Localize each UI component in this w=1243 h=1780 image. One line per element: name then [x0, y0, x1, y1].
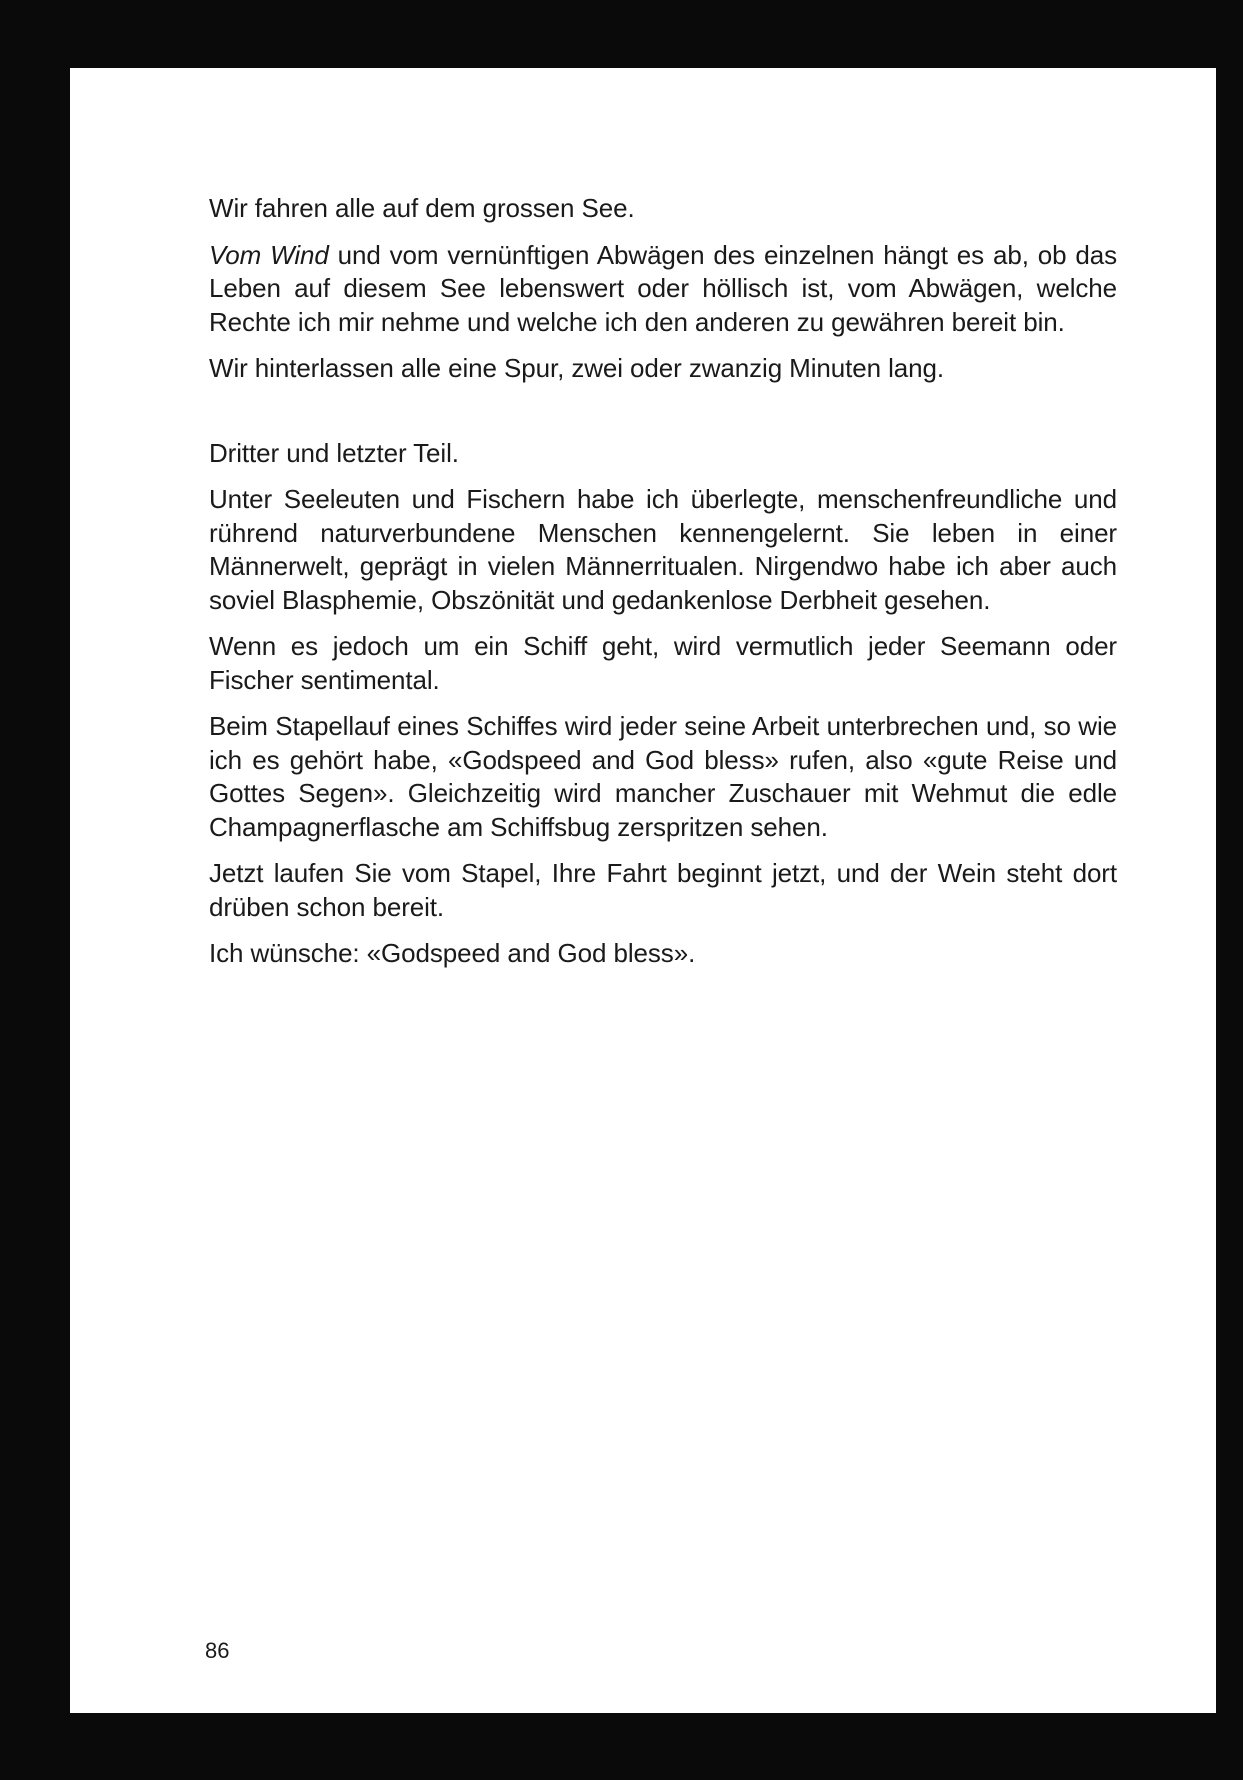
paragraph-2-text: und vom vernünftigen Abwägen des einzelnen hängt es ab, ob das Leben auf diesem See lebenswert oder höllisch ist, vom Abwägen, welche Rechte ich mir nehme und welche ich den anderen zu gewähren bereit bin.	[209, 239, 1117, 337]
section-spacer	[209, 399, 1117, 437]
paragraph-2-italic-phrase: Vom Wind	[209, 239, 329, 270]
document-page	[70, 68, 1216, 1713]
paragraph-7: Beim Stapellauf eines Schiffes wird jeder seine Arbeit unterbrechen und, so wie ich es gehört habe, «Godspeed and God bless» rufen, also «gute Reise und Gottes Segen». Gleichzeitig wird mancher Zuschauer mit Wehmut die edle Champagnerflasche am Schiffsbug zerspritzen sehen.	[209, 711, 1117, 842]
paragraph-3: Wir hinterlassen alle eine Spur, zwei oder zwanzig Minuten lang.	[209, 353, 944, 383]
paragraph-5: Unter Seeleuten und Fischern habe ich überlegte, menschenfreundliche und rührend naturverbundene Menschen kennengelernt. Sie leben in einer Männerwelt, geprägt in vielen Männerritualen. Nirgendwo habe ich aber auch soviel Blasphemie, Obszönität und gedankenlose Derbheit gesehen.	[209, 484, 1117, 615]
paragraph-1: Wir fahren alle auf dem grossen See.	[209, 193, 635, 223]
paragraph-6: Wenn es jedoch um ein Schiff geht, wird vermutlich jeder Seemann oder Fischer sentimental.	[209, 631, 1117, 695]
body-text	[209, 192, 1117, 984]
page-number: 86	[205, 1638, 230, 1663]
paragraph-2	[209, 239, 1117, 340]
paragraph-8: Jetzt laufen Sie vom Stapel, Ihre Fahrt beginnt jetzt, und der Wein steht dort drüben schon bereit.	[209, 858, 1117, 922]
paragraph-9: Ich wünsche: «Godspeed and God bless».	[209, 938, 696, 968]
section-heading: Dritter und letzter Teil.	[209, 437, 459, 468]
